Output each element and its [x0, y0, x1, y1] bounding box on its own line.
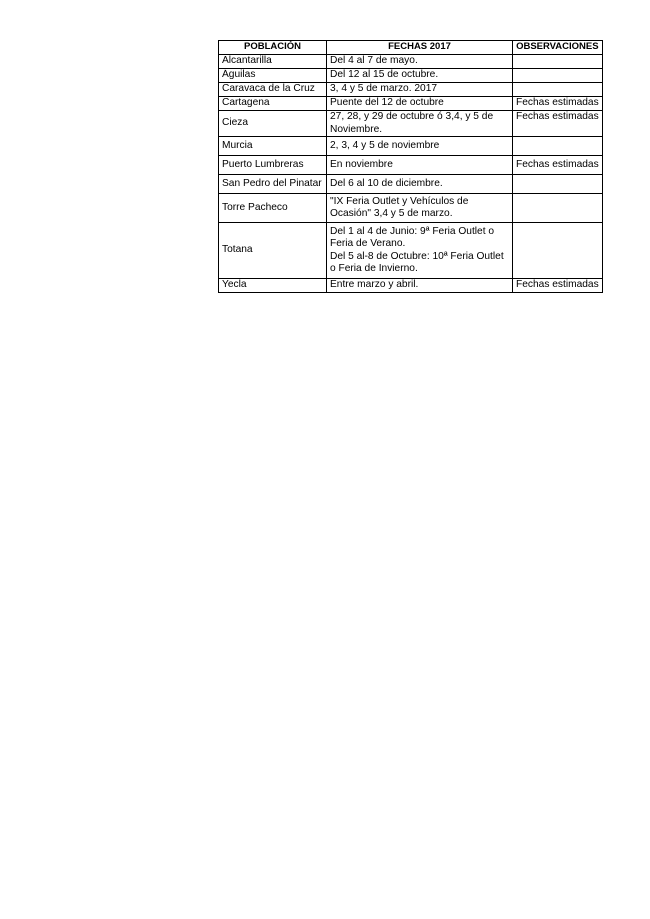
cell-poblacion: Murcia: [219, 137, 327, 156]
table-row: [219, 194, 603, 223]
table-row: [219, 156, 603, 175]
cell-fechas: [327, 175, 513, 194]
cell-poblacion: Totana: [219, 223, 327, 279]
cell-observaciones: [513, 223, 603, 279]
table-row: [219, 279, 603, 293]
table-row: [219, 97, 603, 111]
cell-poblacion: Puerto Lumbreras: [219, 156, 327, 175]
cell-poblacion: Torre Pacheco: [219, 194, 327, 223]
cell-observaciones: Fechas estimadas: [513, 156, 603, 175]
cell-poblacion: San Pedro del Pinatar: [219, 175, 327, 194]
cell-fechas: [327, 137, 513, 156]
table-header: [219, 41, 603, 55]
cell-poblacion: Yecla: [219, 279, 327, 293]
cell-poblacion: Caravaca de la Cruz: [219, 83, 327, 97]
cell-observaciones: [513, 194, 603, 223]
fecha-line: En noviembre: [330, 158, 393, 170]
header-row: [219, 41, 603, 55]
fecha-line: Del 4 al 7 de mayo.: [330, 55, 418, 67]
cell-observaciones: [513, 69, 603, 83]
cell-observaciones: Fechas estimadas: [513, 111, 603, 137]
cell-fechas: [327, 97, 513, 111]
cell-fechas: [327, 223, 513, 279]
cell-fechas: [327, 279, 513, 293]
cell-poblacion: Águilas: [219, 69, 327, 83]
fecha-line: Del 12 al 15 de octubre.: [330, 69, 439, 81]
table-body: [219, 55, 603, 293]
table-row: [219, 175, 603, 194]
table-row: [219, 55, 603, 69]
cell-poblacion: Alcantarilla: [219, 55, 327, 69]
cell-fechas: [327, 156, 513, 175]
header-observaciones: OBSERVACIONES: [513, 41, 603, 55]
header-poblacion: POBLACIÓN: [219, 41, 327, 55]
cell-observaciones: [513, 55, 603, 69]
fecha-line: 3, 4 y 5 de marzo. 2017: [330, 83, 438, 95]
cell-fechas: [327, 69, 513, 83]
fecha-line: 2, 3, 4 y 5 de noviembre: [330, 139, 440, 151]
table-row: [219, 137, 603, 156]
cell-poblacion: Cartagena: [219, 97, 327, 111]
fecha-line: "IX Feria Outlet y Vehículos de Ocasión" 3,4 y 5 de marzo.: [330, 195, 469, 219]
cell-fechas: [327, 55, 513, 69]
cell-fechas: [327, 194, 513, 223]
cell-observaciones: Fechas estimadas: [513, 97, 603, 111]
header-fechas: FECHAS 2017: [327, 41, 513, 55]
table-row: [219, 69, 603, 83]
table-row: [219, 223, 603, 279]
table-row: [219, 83, 603, 97]
fecha-line: Del 6 al 10 de diciembre.: [330, 177, 443, 189]
cell-fechas: [327, 83, 513, 97]
fecha-line: Del 1 al 4 de Junio: 9ª Feria Outlet o Feria de Verano.: [330, 225, 495, 249]
cell-observaciones: [513, 83, 603, 97]
fecha-line: Puente del 12 de octubre: [330, 97, 444, 109]
cell-fechas: [327, 111, 513, 137]
fecha-line: 27, 28, y 29 de octubre ó 3,4, y 5 de Noviembre.: [330, 111, 494, 135]
fecha-line: Entre marzo y abril.: [330, 279, 419, 290]
table-row: [219, 111, 603, 137]
ferias-table: [218, 40, 603, 293]
cell-observaciones: [513, 175, 603, 194]
cell-observaciones: Fechas estimadas: [513, 279, 603, 293]
fecha-line: Del 5 al-8 de Octubre: 10ª Feria Outlet o Feria de Invierno.: [330, 250, 504, 274]
cell-observaciones: [513, 137, 603, 156]
cell-poblacion: Cieza: [219, 111, 327, 137]
